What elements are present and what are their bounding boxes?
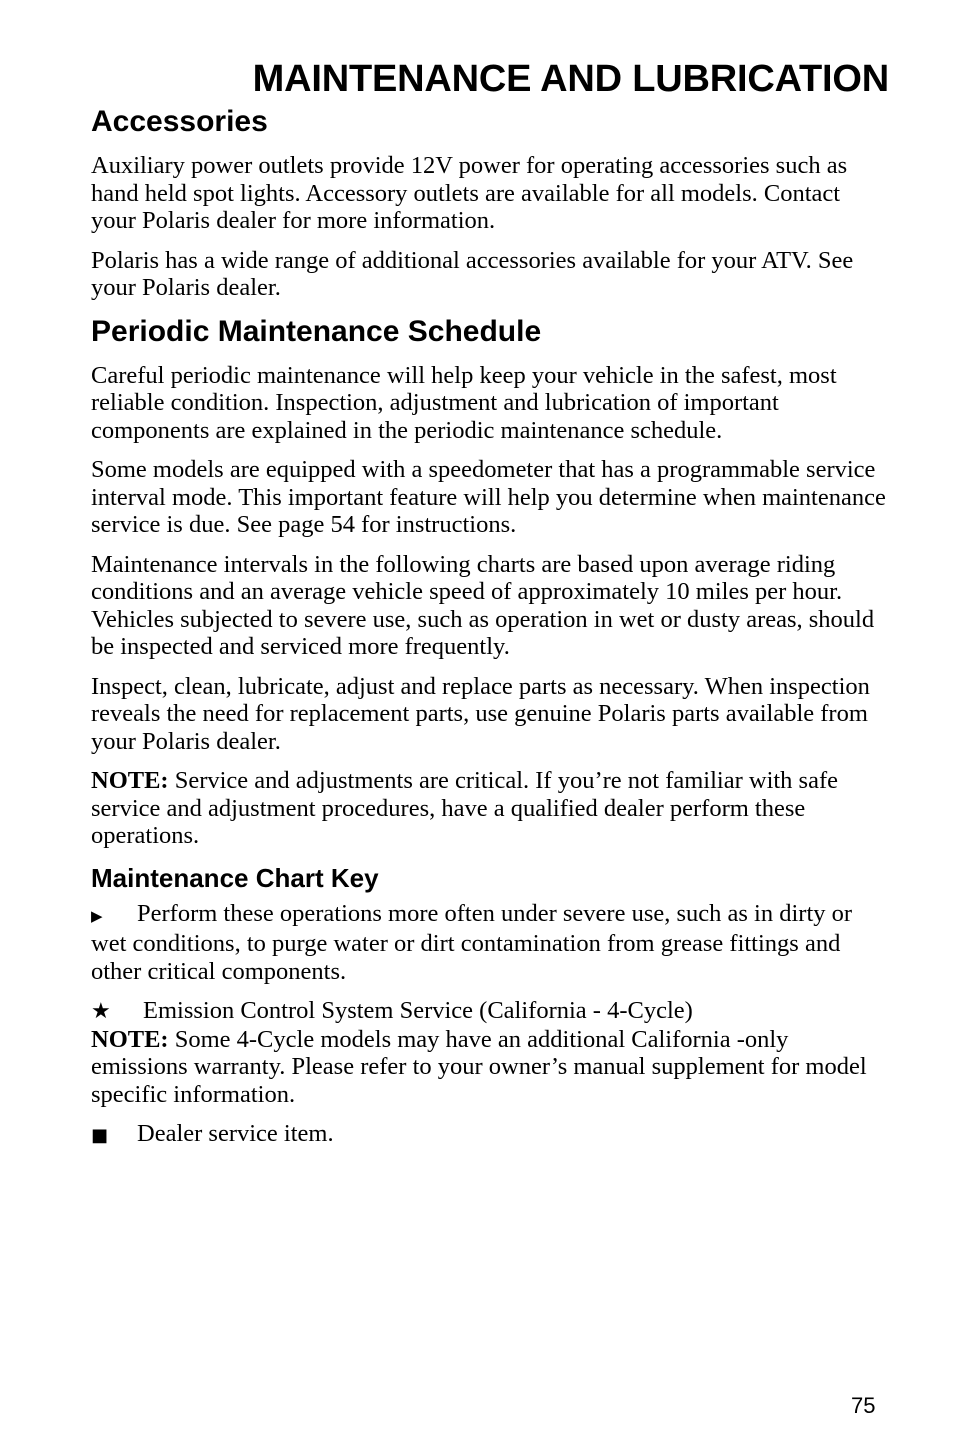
key-emission	[91, 997, 891, 1108]
periodic-paragraph-1: Careful periodic maintenance will help keep your vehicle in the safest, most reliable condition. Inspection, adjustment and lubrication of important components are explained in the periodic maintenance schedule.	[91, 361, 837, 444]
star-icon: ★	[91, 999, 111, 1024]
chapter-title: MAINTENANCE AND LUBRICATION	[252, 58, 889, 100]
key-dealer-text: Dealer service item.	[137, 1120, 334, 1147]
accessories-paragraph-2: Polaris has a wide range of additional accessories available for your ATV. See your Polaris dealer.	[91, 246, 854, 301]
square-icon: ■	[91, 1125, 109, 1146]
triangle-icon: ▶	[91, 906, 103, 925]
key-severe-use-text: Perform these operations more often under severe use, such as in dirty or wet conditions, to purge water or dirt contamination from grease fittings and other critical components.	[91, 899, 853, 985]
emission-note-label: NOTE:	[91, 1025, 169, 1053]
accessories-heading: Accessories	[91, 105, 268, 138]
service-note-label: NOTE:	[91, 767, 169, 794]
page-number: 75	[851, 1393, 876, 1418]
key-severe-use	[91, 900, 891, 986]
service-note	[91, 767, 891, 850]
service-note-text: Service and adjustments are critical. If you’re not familiar with safe service and adjustment procedures, have a qualified dealer perform these operations.	[91, 767, 839, 849]
periodic-paragraph-2: Some models are equipped with a speedometer that has a programmable service interval mode. This important feature will help you determine when maintenance service is due. See page 54 for instructions.	[91, 456, 886, 538]
key-emission-text: Emission Control System Service (California - 4-Cycle)	[143, 997, 693, 1024]
manual-page	[91, 54, 891, 1162]
chart-key-heading: Maintenance Chart Key	[91, 862, 379, 893]
periodic-maintenance-heading: Periodic Maintenance Schedule	[91, 314, 542, 348]
emission-note-text: Some 4-Cycle models may have an additional California -only emissions warranty. Please refer to your owner’s manual supplement for model specific information.	[91, 1025, 867, 1108]
accessories-paragraph-1: Auxiliary power outlets provide 12V power for operating accessories such as hand held spot lights. Accessory outlets are available for all models. Contact your Polaris dealer for more information.	[91, 152, 848, 234]
periodic-paragraph-4: Inspect, clean, lubricate, adjust and replace parts as necessary. When inspection reveals the need for replacement parts, use genuine Polaris parts available from your Polaris dealer.	[91, 672, 870, 755]
key-dealer	[91, 1120, 891, 1150]
periodic-paragraph-3: Maintenance intervals in the following charts are based upon average riding conditions and an average vehicle speed of approximately 10 miles per hour. Vehicles subjected to severe use, such as operation in wet or dusty areas, should be inspected and serviced more frequently.	[91, 550, 875, 660]
